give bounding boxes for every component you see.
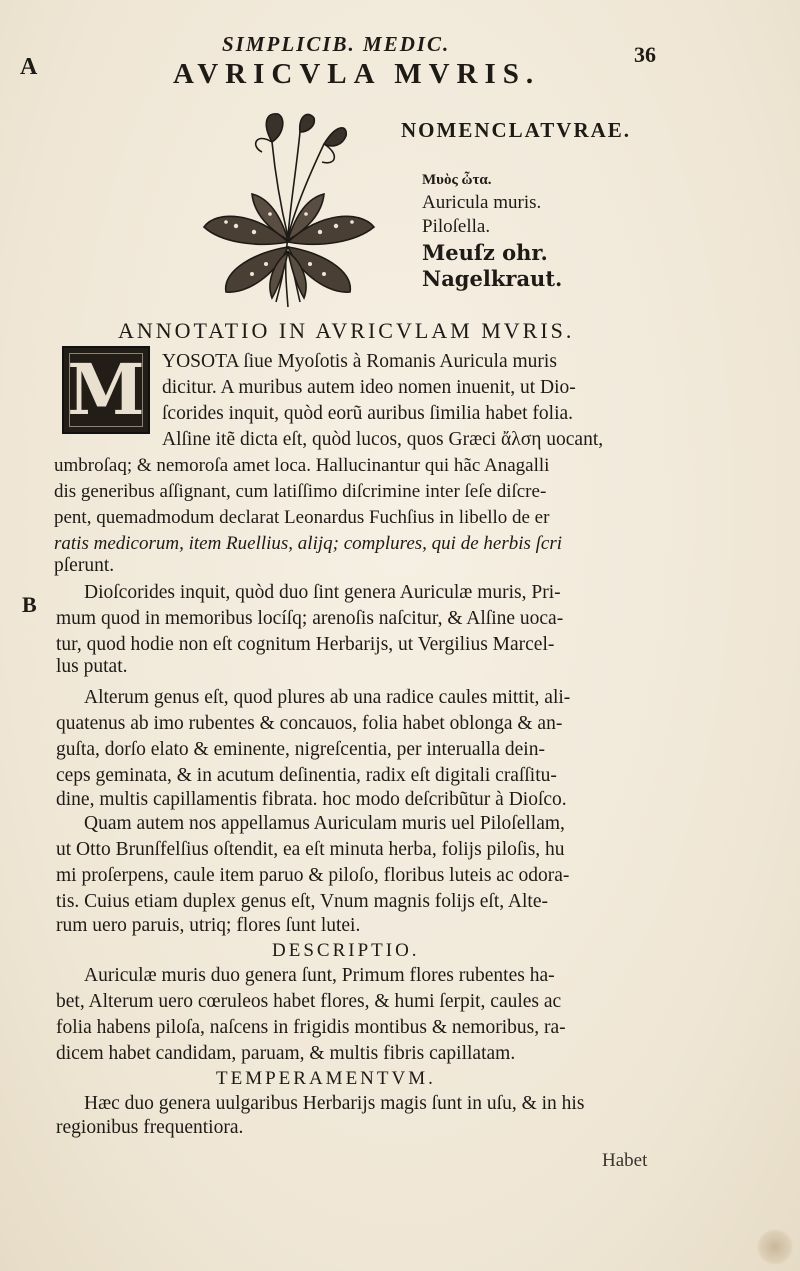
- text-line: YOSOTA ſiue Myoſotis à Romanis Auricula muris: [162, 351, 557, 372]
- text-line: pſerunt.: [54, 555, 115, 576]
- text-line: folia habens piloſa, naſcens in frigidis montibus & nemoribus, ra-: [56, 1017, 566, 1038]
- text-line: Alſine itẽ dicta eſt, quòd lucos, quos Græci ἄλση uocant,: [162, 429, 604, 450]
- text-line: Dioſcorides inquit, quòd duo ſint genera Auriculæ muris, Pri-: [84, 582, 561, 603]
- text-line: Hæc duo genera uulgaribus Herbarijs magis ſunt in uſu, & in his: [84, 1093, 585, 1114]
- text-line: tis. Cuius etiam duplex genus eſt, Vnum magnis folijs eſt, Alte-: [56, 891, 548, 912]
- text-line: dicitur. A muribus autem ideo nomen inuenit, ut Dio-: [162, 377, 576, 398]
- text-line: guſta, dorſo elato & eminente, nigreſcentia, per interualla dein-: [56, 739, 545, 760]
- paper-stain: [756, 1229, 794, 1265]
- margin-mark-a: A: [20, 54, 38, 80]
- catchword: Habet: [602, 1150, 648, 1171]
- text-line: ceps geminata, & in acutum deſinentia, radix eſt digitali craſſitu-: [56, 765, 557, 786]
- text-line: mi proſerpens, caule item paruo & piloſo, floribus luteis ac odora-: [56, 865, 570, 886]
- text-line: mum quod in memoribus locíſq; arenoſis naſcitur, & Alſine uoca-: [56, 608, 564, 629]
- text-line: rum uero paruis, utriq; flores ſunt lutei.: [56, 915, 361, 936]
- decorated-initial: [62, 346, 150, 434]
- text-line: Quam autem nos appellamus Auriculam muris uel Piloſellam,: [84, 813, 565, 834]
- running-head: SIMPLICIB. MEDIC.: [222, 32, 451, 56]
- text-line: dicem habet candidam, paruam, & multis fibris capillatam.: [56, 1043, 516, 1064]
- text-line: regionibus frequentiora.: [56, 1117, 244, 1138]
- text-line: ut Otto Brunſfelſius oſtendit, ea eſt minuta herba, folijs piloſis, hu: [56, 839, 565, 860]
- initial-letter: M: [67, 348, 145, 431]
- text-line: Alterum genus eſt, quod plures ab una radice caules mittit, ali-: [84, 687, 571, 708]
- text-line: ſcorides inquit, quòd eorũ auribus ſimilia habet folia.: [162, 403, 574, 424]
- text-line: umbroſaq; & nemoroſa amet loca. Hallucinantur qui hãc Anagalli: [54, 455, 550, 476]
- text-line: tur, quod hodie non eſt cognitum Herbarijs, ut Vergilius Marcel-: [56, 634, 555, 655]
- german-name-1: Meuſz ohr.: [422, 240, 548, 265]
- text-line: bet, Alterum uero cœruleos habet flores, & humi ſerpit, caules ac: [56, 991, 562, 1012]
- german-name-2: Nagelkraut.: [422, 266, 563, 291]
- folio-number: 36: [634, 42, 656, 67]
- latin-name-2: Piloſella.: [422, 216, 491, 237]
- text-line: ratis medicorum, item Ruellius, alijq; complures, qui de herbis ſcri: [54, 533, 563, 554]
- text-line: lus putat.: [56, 656, 128, 677]
- temperamentum-heading: TEMPERAMENTVM.: [216, 1068, 436, 1089]
- margin-mark-b: B: [22, 592, 37, 617]
- annotatio-heading: ANNOTATIO IN AVRICVLAM MVRIS.: [118, 318, 575, 343]
- descriptio-heading: DESCRIPTIO.: [272, 940, 420, 961]
- text-line: dis generibus aſſignant, cum latiſſimo diſcrimine inter ſeſe diſcre-: [54, 481, 547, 502]
- text-line: Auriculæ muris duo genera ſunt, Primum flores rubentes ha-: [84, 965, 555, 986]
- greek-name: Μυὸς ὦτα.: [422, 172, 492, 188]
- latin-name-1: Auricula muris.: [422, 192, 542, 213]
- page-title: AVRICVLA MVRIS.: [173, 58, 541, 90]
- nomenclature-heading: NOMENCLATVRAE.: [401, 118, 632, 142]
- text-line: pent, quemadmodum declarat Leonardus Fuchſius in libello de er: [54, 507, 550, 528]
- text-line: dine, multis capillamentis fibrata. hoc modo deſcribũtur à Dioſco.: [56, 789, 567, 810]
- plant-woodcut-illustration: [196, 102, 380, 312]
- text-line: quatenus ab imo rubentes & concauos, folia habet oblonga & an-: [56, 713, 563, 734]
